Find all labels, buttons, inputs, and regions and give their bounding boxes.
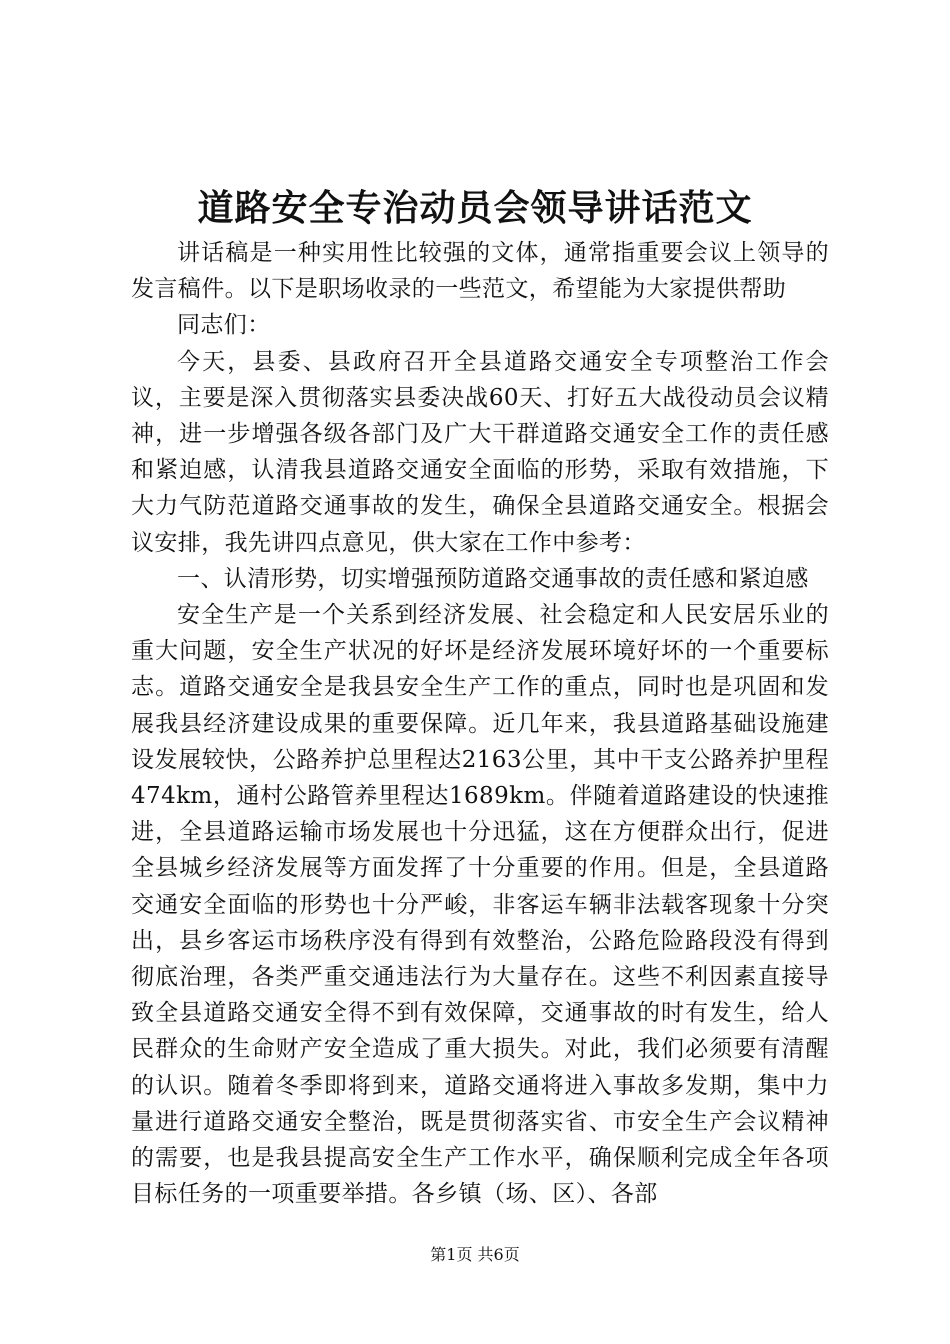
paragraph-opening: 今天，县委、县政府召开全县道路交通安全专项整治工作会议，主要是深入贯彻落实县委决战60天、打好五大战役动员会议精神，进一步增强各级各部门及广大干群道路交通安全工作的责任感和紧迫感，认清我县道路交通安全面临的形势，采取有效措施，下大力气防范道路交通事故的发生，确保全县道路交通安全。根据会议安排，我先讲四点意见，供大家在工作中参考： [131,348,829,556]
paragraph-salutation: 同志们： [177,312,271,339]
paragraph-section-1: 安全生产是一个关系到经济发展、社会稳定和人民安居乐业的重大问题，安全生产状况的好坏是经济发展环境好坏的一个重要标志。道路交通安全是我县安全生产工作的重点，同时也是巩固和发展我县经济建设成果的重要保障。近几年来，我县道路基础设施建设发展较快，公路养护总里程达2163公里，其中干支公路养护里程474km，通村公路管养里程达1689km。伴随着道路建设的快速推进，全县道路运输市场发展也十分迅猛，这在方便群众出行，促进全县城乡经济发展等方面发挥了十分重要的作用。但是，全县道路交通安全面临的形势也十分严峻，非客运车辆非法载客现象十分突出，县乡客运市场秩序没有得到有效整治，公路危险路段没有得到彻底治理，各类严重交通违法行为大量存在。这些不利因素直接导致全县道路交通安全得不到有效保障，交通事故的时有发生，给人民群众的生命财产安全造成了重大损失。对此，我们必须要有清醒的认识。随着冬季即将到来，道路交通将进入事故多发期，集中力量进行道路交通安全整治，既是贯彻落实省、市安全生产会议精神的需要，也是我县提高安全生产工作水平，确保顺利完成全年各项目标任务的一项重要举措。各乡镇（场、区）、各部 [131,602,829,1208]
page-number-footer: 第1页 共6页 [430,1245,520,1264]
document-title: 道路安全专治动员会领导讲话范文 [197,187,753,229]
section-heading-1: 一、认清形势，切实增强预防道路交通事故的责任感和紧迫感 [177,565,809,592]
paragraph-intro: 讲话稿是一种实用性比较强的文体，通常指重要会议上领导的发言稿件。以下是职场收录的一些范文，希望能为大家提供帮助 [131,240,829,303]
document-body [131,235,829,1212]
